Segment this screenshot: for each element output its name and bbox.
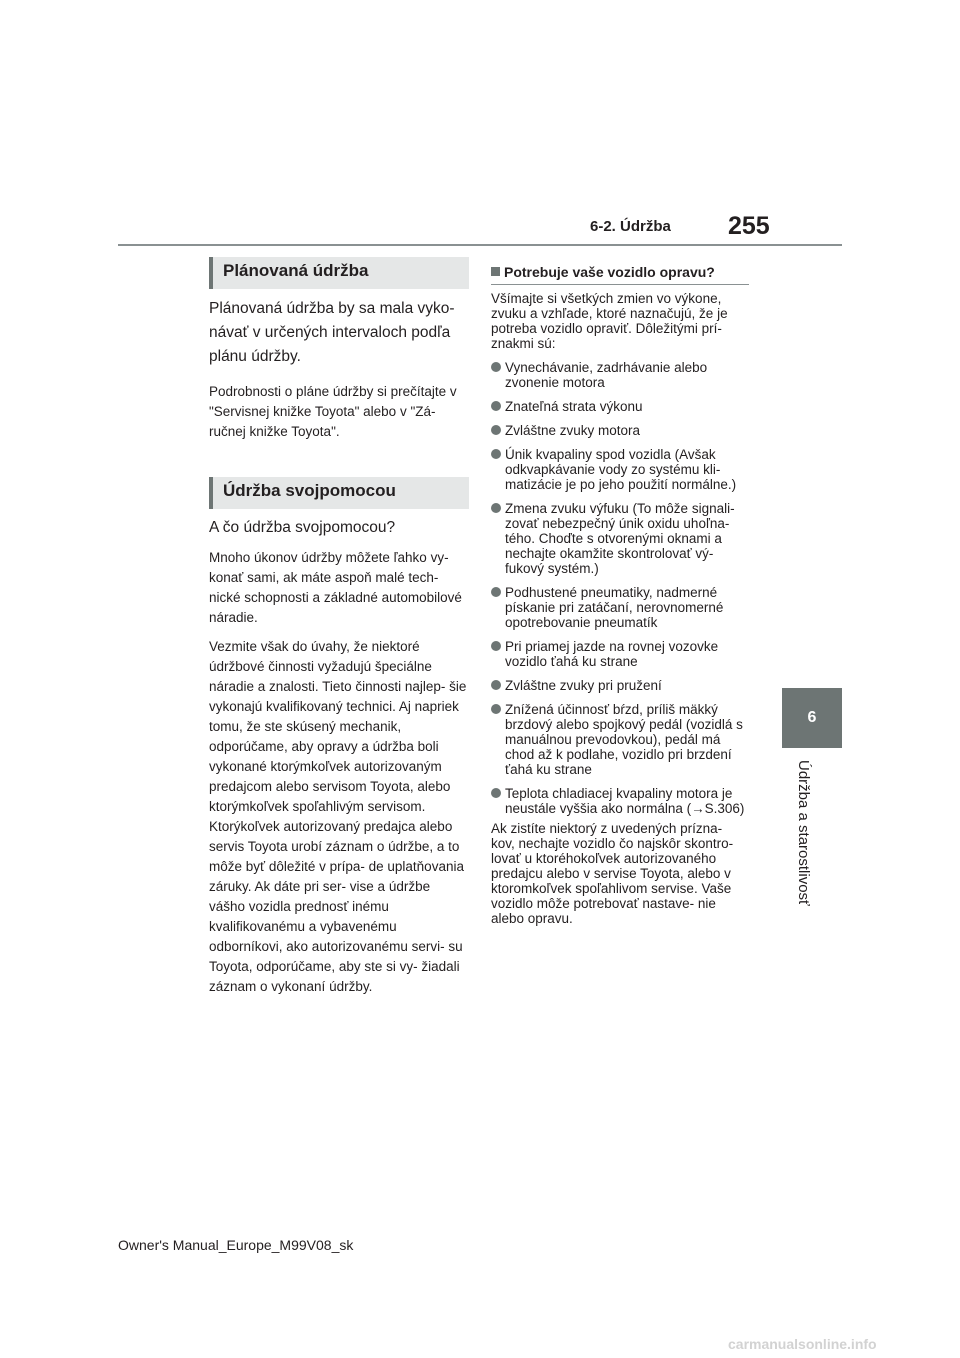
repair-outro: Ak zistíte niektorý z uvedených prízna- kov, nechajte vozidlo čo najskôr skontro- lovať u ktoréhokoľvek autorizovaného predajcu alebo v servise Toyota, alebo v ktoromkoľvek spoľahlivom servise. Vaše vozidlo môže potrebovať nastave- nie alebo opravu. xyxy=(491,821,734,926)
list-item: Znateľná strata výkonu xyxy=(491,399,749,414)
planned-intro: Plánovaná údržba by sa mala vyko- návať v určených intervaloch podľa plánu údržby. xyxy=(209,300,455,365)
bullet-dot-icon xyxy=(491,788,501,798)
repair-intro: Všímajte si všetkých zmien vo výkone, zvuku a vzhľade, ktoré naznačujú, že je potreba vozidlo opraviť. Dôležitými prí- znakmi sú: xyxy=(491,291,728,351)
square-bullet-icon xyxy=(491,267,500,276)
right-column xyxy=(491,263,749,926)
footer-manual-id: Owner's Manual_Europe_M99V08_sk xyxy=(118,1237,354,1253)
bullet-dot-icon xyxy=(491,401,501,411)
section-heading-planned: Plánovaná údržba xyxy=(209,257,469,289)
chapter-number: 6 xyxy=(807,709,817,726)
diy-intro: A čo údržba svojpomocou? xyxy=(209,519,396,536)
section-heading-diy: Údržba svojpomocou xyxy=(209,477,469,509)
bullet-dot-icon xyxy=(491,425,501,435)
planned-body: Podrobnosti o pláne údržby si prečítajte v "Servisnej knižke Toyota" alebo v "Zá- ručnej knižke Toyota". xyxy=(209,384,457,439)
page-number: 255 xyxy=(728,212,770,240)
chapter-title: Údržba a starostlivosť xyxy=(795,760,812,906)
chapter-tab xyxy=(782,688,842,748)
bullet-dot-icon xyxy=(491,587,501,597)
list-item: Zmena zvuku výfuku (To môže signali- zovať nebezpečný únik oxidu uhoľna- tého. Choďte s otvorenými oknami a nechajte okamžite skontrolovať vý- fukový systém.) xyxy=(491,501,749,576)
list-item: Zvláštne zvuky pri pružení xyxy=(491,678,749,693)
list-item: Vynechávanie, zadrhávanie alebo zvonenie motora xyxy=(491,360,749,390)
bullet-dot-icon xyxy=(491,449,501,459)
diy-paragraph-2: Vezmite však do úvahy, že niektoré údržbové činnosti vyžadujú špeciálne náradie a znalosti. Tieto činnosti najlep- šie vykonajú kvalifikovaný technici. Aj napriek tomu, že ste skúsený mechanik, odporúčame, aby opravy a údržba boli vykonané ktorýmkoľvek autorizovaným predajcom alebo servisom Toyota, alebo ktorýmkoľvek spoľahlivým servisom. Ktorýkoľvek autorizovaný predajca alebo servis Toyota urobí záznam o údržbe, a to môže byť dôležité v prípa- de uplatňovania záruky. Ak dáte pri ser- vise a údržbe vášho vozidla prednosť inému kvalifikovanému a vybavenému odborníkovi, ako autorizovanému servi- su Toyota, odporúčame, aby ste si vy- žiadali záznam o vykonaní údržby. xyxy=(209,639,467,994)
list-item: Zvláštne zvuky motora xyxy=(491,423,749,438)
list-item: Teplota chladiacej kvapaliny motora je neustále vyššia ako normálna (→S.306) xyxy=(491,786,749,816)
bullet-dot-icon xyxy=(491,503,501,513)
symptom-list xyxy=(491,360,749,816)
list-item: Znížená účinnosť bŕzd, príliš mäkký brzdový alebo spojkový pedál (vozidlá s manuálnou prevodovkou), pedál má chod až k podlahe, vozidlo pri brzdení ťahá ku strane xyxy=(491,702,749,777)
header-rule xyxy=(118,244,842,246)
left-column xyxy=(209,257,469,997)
list-item: Únik kvapaliny spod vozidla (Avšak odkvapkávanie vody zo systému kli- matizácie je po jeho použití normálne.) xyxy=(491,447,749,492)
diy-paragraph-1: Mnoho úkonov údržby môžete ľahko vy- konať sami, ak máte aspoň malé tech- nické schopnosti a základné automobilové náradie. xyxy=(209,550,462,625)
watermark: carmanualsonline.info xyxy=(728,1336,877,1352)
bullet-dot-icon xyxy=(491,362,501,372)
bullet-dot-icon xyxy=(491,641,501,651)
list-item: Podhustené pneumatiky, nadmerné pískanie pri zatáčaní, nerovnomerné opotrebovanie pneumatík xyxy=(491,585,749,630)
repair-question-heading xyxy=(491,263,749,285)
repair-question-text: Potrebuje vaše vozidlo opravu? xyxy=(504,264,715,280)
bullet-dot-icon xyxy=(491,704,501,714)
running-header-section: 6-2. Údržba xyxy=(590,218,671,235)
list-item: Pri priamej jazde na rovnej vozovke vozidlo ťahá ku strane xyxy=(491,639,749,669)
bullet-dot-icon xyxy=(491,680,501,690)
